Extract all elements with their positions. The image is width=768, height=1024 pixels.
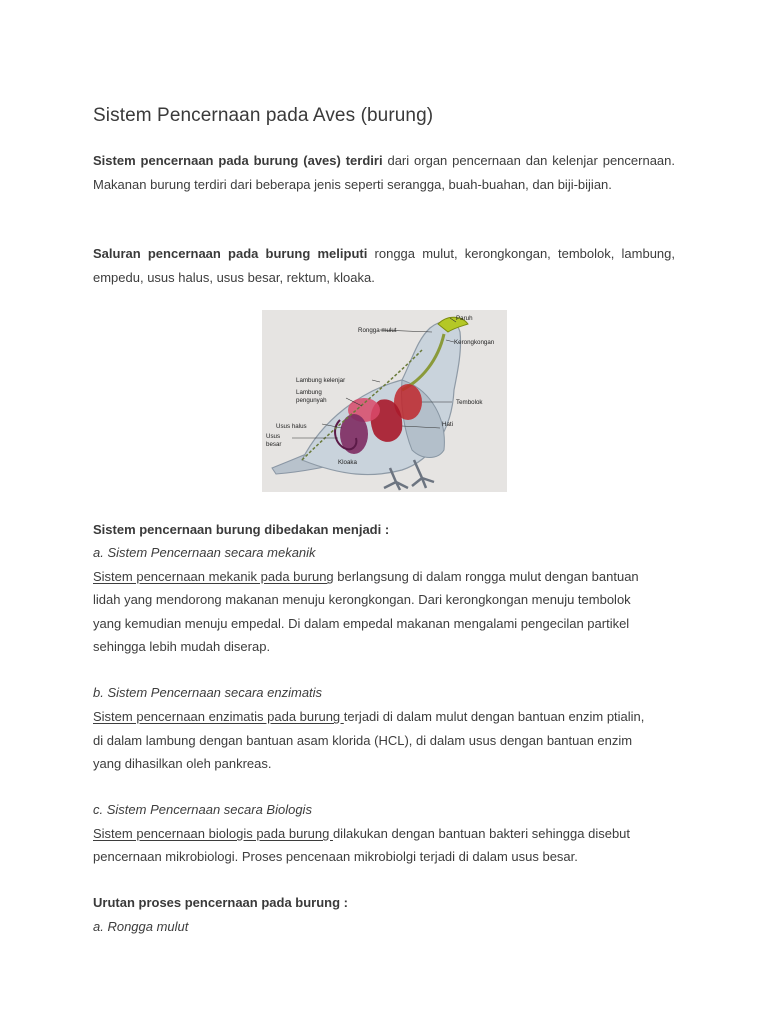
mekanik-line-3: yang kemudian menuju empedal. Di dalam empedal makanan mengalami pengecilan partikel [93,616,630,631]
saluran-paragraph [93,242,675,289]
intro-bold: Sistem pencernaan pada burung (aves) terdiri [93,153,383,168]
label-kloaka: Kloaka [338,459,357,466]
dibedakan-heading: Sistem pencernaan burung dibedakan menjadi : [93,522,390,537]
label-kerongkongan: Kerongkongan [454,339,495,346]
urutan-heading: Urutan proses pencernaan pada burung : [93,895,348,910]
biologis-link[interactable]: Sistem pencernaan biologis pada burung [93,826,333,841]
label-lambung: Lambung [296,389,322,396]
label-hati: Hati [442,421,454,428]
enzimatis-link[interactable]: Sistem pencernaan enzimatis pada burung [93,709,344,724]
bird-diagram-svg [262,310,507,492]
mekanik-link[interactable]: Sistem pencernaan mekanik pada burung [93,569,334,584]
label-pengunyah: pengunyah [296,397,327,404]
label-lambung-kelenjar: Lambung kelenjar [296,377,346,384]
biologis-text-1: dilakukan dengan bantuan bakteri sehingga disebut [332,826,631,841]
enzimatis-line-1 [93,705,644,729]
bird-digestive-diagram [262,310,507,492]
enzimatis-heading: b. Sistem Pencernaan secara enzimatis [93,685,323,700]
mekanik-line-4: sehingga lebih mudah diserap. [93,639,271,654]
intro-paragraph [93,149,675,196]
enzimatis-text-1: terjadi di dalam mulut dengan bantuan enzim ptialin, [343,709,645,724]
biologis-line-1 [93,822,630,846]
enzimatis-line-3: yang dihasilkan oleh pankreas. [93,756,272,771]
label-usus-halus: Usus halus [276,423,307,430]
biologis-heading: c. Sistem Pencernaan secara Biologis [93,802,312,817]
saluran-text: rongga mulut, kerongkongan, tembolok, lambung, empedu, usus halus, usus besar, rektum, kloaka. [93,246,675,285]
mekanik-line-2: lidah yang mendorong makanan menuju kerongkongan. Dari kerongkongan menuju tembolok [93,592,631,607]
mekanik-heading: a. Sistem Pencernaan secara mekanik [93,545,316,560]
label-rongga-mulut: Rongga mulut [358,327,397,334]
label-besar: besar [266,441,282,448]
label-paruh: Paruh [456,315,473,322]
label-tembolok: Tembolok [456,399,483,406]
intro-text: dari organ pencernaan dan kelenjar pencernaan. Makanan burung terdiri dari beberapa jenis seperti serangga, buah-buahan, dan biji-bijian. [93,153,675,192]
mekanik-text-1: berlangsung di dalam rongga mulut dengan bantuan [333,569,639,584]
biologis-line-2: pencernaan mikrobiologi. Proses pencenaan mikrobiolgi terjadi di dalam usus besar. [93,849,578,864]
rongga-mulut-heading: a. Rongga mulut [93,919,189,934]
label-usus: Usus [266,433,281,440]
mekanik-line-1 [93,565,639,589]
saluran-bold: Saluran pencernaan pada burung meliputi [93,246,368,261]
page-title: Sistem Pencernaan pada Aves (burung) [93,105,434,126]
enzimatis-line-2: di dalam lambung dengan bantuan asam klorida (HCL), di dalam usus dengan bantuan enzim [93,733,633,748]
